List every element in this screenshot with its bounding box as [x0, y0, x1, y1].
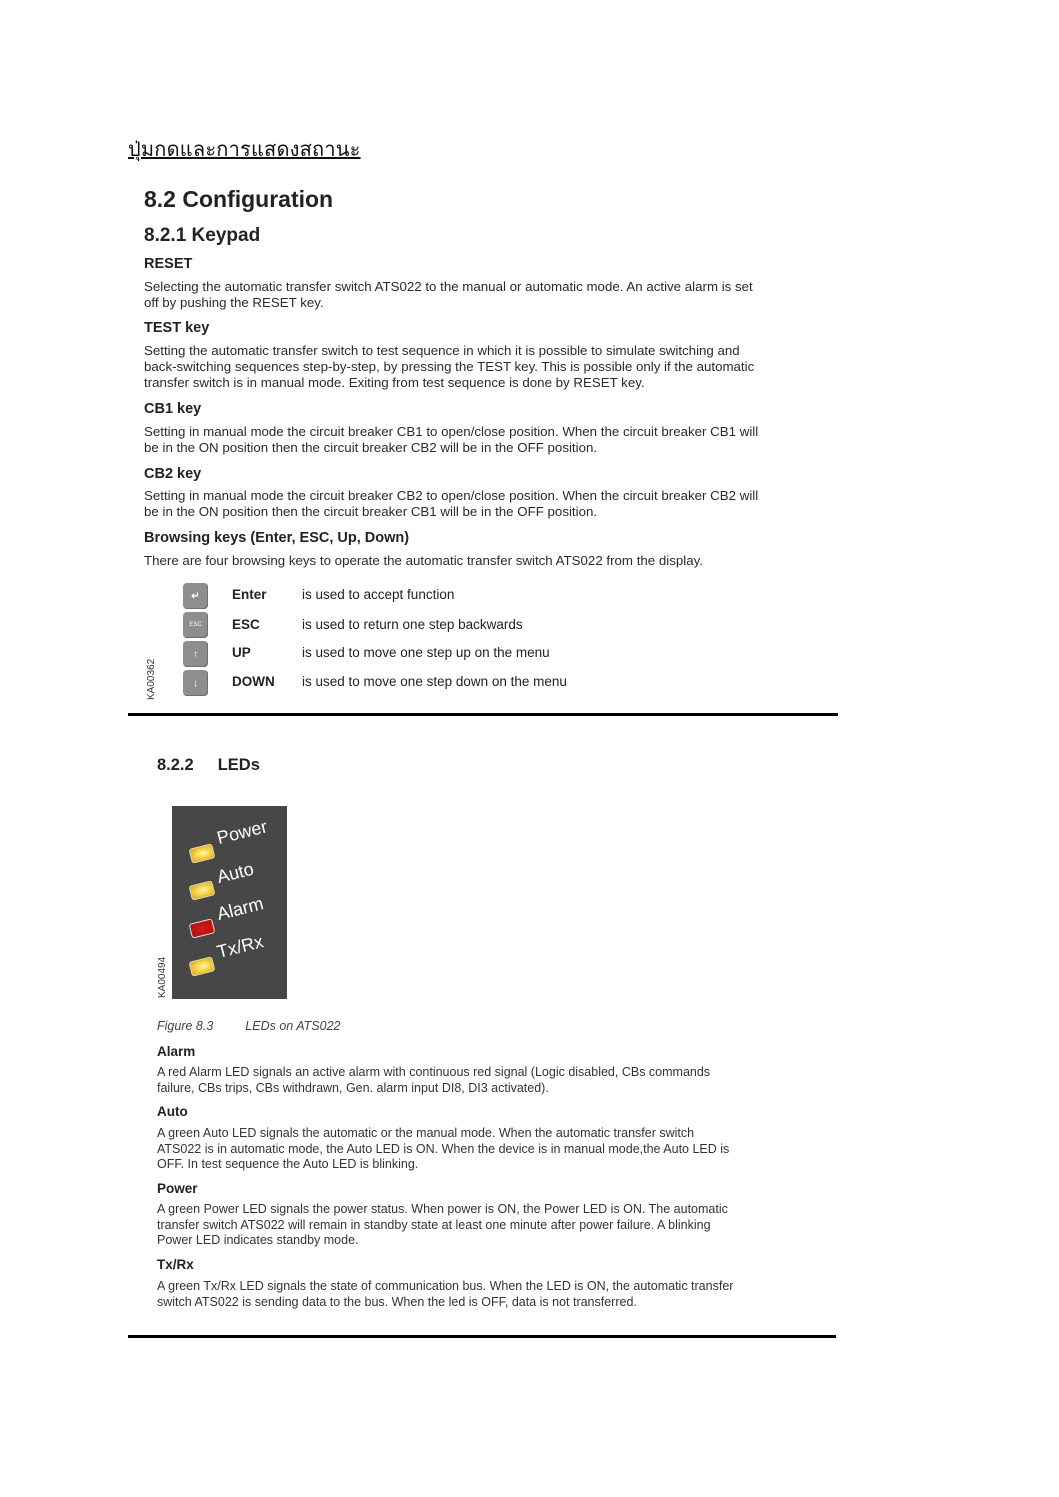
keypad-figure-id: KA00362: [146, 658, 157, 700]
key-name-up: UP: [232, 645, 251, 660]
leds-section-number: 8.2.2: [157, 756, 194, 774]
key-desc-esc: is used to return one step backwards: [302, 617, 523, 632]
bottom-divider: [128, 1335, 836, 1338]
cb2-key-heading: CB2 key: [144, 466, 202, 482]
alarm-description: [157, 1065, 797, 1096]
figure-caption: [157, 1019, 340, 1033]
power-description: [157, 1202, 797, 1249]
keypad-figure: [183, 583, 208, 699]
reset-description: [144, 279, 824, 311]
arrow-up-icon: ↑: [183, 641, 208, 667]
leds-title: [157, 756, 260, 775]
text-line: be in the ON position then the circuit breaker CB2 will be in the OFF position.: [144, 440, 598, 455]
cb1-key-heading: CB1 key: [144, 401, 202, 417]
txrx-description: [157, 1279, 797, 1310]
key-desc-enter: is used to accept function: [302, 587, 455, 602]
text-line: A red Alarm LED signals an active alarm with continuous red signal (Logic disabled, CBs commands: [157, 1065, 711, 1079]
figure-caption-text: LEDs on ATS022: [245, 1019, 341, 1033]
test-key-description: [144, 343, 824, 391]
text-line: A green Tx/Rx LED signals the state of communication bus. When the LED is ON, the automatic transfer: [157, 1279, 734, 1293]
text-line: A green Power LED signals the power status. When power is ON, the Power LED is ON. The automatic: [157, 1202, 728, 1216]
text-line: OFF. In test sequence the Auto LED is blinking.: [157, 1157, 419, 1171]
led-txrx-icon: [189, 956, 216, 976]
text-line: A green Auto LED signals the automatic or the manual mode. When the automatic transfer switch: [157, 1126, 695, 1140]
led-txrx-label: Tx/Rx: [214, 931, 266, 963]
led-auto-icon: [189, 880, 216, 900]
text-line: Power LED indicates standby mode.: [157, 1233, 359, 1247]
key-name-down: DOWN: [232, 674, 275, 689]
power-heading: Power: [157, 1181, 198, 1196]
reset-heading: RESET: [144, 256, 193, 272]
text-line: Selecting the automatic transfer switch ATS022 to the manual or automatic mode. An active alarm is set: [144, 279, 753, 294]
led-alarm-label: Alarm: [214, 893, 266, 925]
arrow-down-icon: ↓: [183, 670, 208, 696]
led-auto-label: Auto: [214, 858, 256, 888]
text-line: off by pushing the RESET key.: [144, 295, 324, 310]
auto-description: [157, 1126, 797, 1173]
text-line: failure, CBs trips, CBs withdrawn, Gen. alarm input DI8, DI3 activated).: [157, 1080, 549, 1095]
key-desc-up: is used to move one step up on the menu: [302, 645, 550, 660]
section-title: 8.2 Configuration: [144, 186, 334, 212]
text-line: back-switching sequences step-by-step, by pressing the TEST key. This is possible only if the automatic: [144, 359, 755, 374]
text-line: be in the ON position then the circuit breaker CB1 will be in the OFF position.: [144, 504, 598, 519]
browsing-keys-description: [144, 553, 824, 569]
key-desc-down: is used to move one step down on the menu: [302, 674, 567, 689]
text-line: Setting in manual mode the circuit breaker CB2 to open/close position. When the circuit breaker CB2 will: [144, 488, 759, 503]
esc-icon: ESC: [183, 612, 208, 638]
cb2-key-description: [144, 488, 824, 520]
leds-section-title: LEDs: [217, 756, 260, 774]
cb1-key-description: [144, 424, 824, 456]
alarm-heading: Alarm: [157, 1044, 196, 1059]
leds-figure-id: KA00494: [157, 956, 168, 998]
auto-heading: Auto: [157, 1104, 188, 1119]
figure-number: Figure 8.3: [157, 1019, 214, 1033]
text-line: Setting the automatic transfer switch to test sequence in which it is possible to simulate switching and: [144, 343, 740, 358]
enter-icon: ↵: [183, 583, 208, 609]
led-power-label: Power: [214, 816, 270, 849]
txrx-heading: Tx/Rx: [157, 1257, 194, 1272]
keypad-title: 8.2.1 Keypad: [144, 225, 261, 246]
browsing-keys-heading: Browsing keys (Enter, ESC, Up, Down): [144, 530, 410, 546]
led-panel-figure: [172, 806, 287, 999]
text-line: Setting in manual mode the circuit breaker CB1 to open/close position. When the circuit breaker CB1 will: [144, 424, 759, 439]
led-power-icon: [189, 843, 216, 863]
key-name-enter: Enter: [232, 587, 267, 602]
text-line: transfer switch is in manual mode. Exiting from test sequence is done by RESET key.: [144, 375, 645, 390]
page-title-thai: ปุ่มกดและการแสดงสถานะ: [128, 137, 361, 161]
text-line: switch ATS022 is sending data to the bus. When the led is OFF, data is not transferred.: [157, 1294, 637, 1309]
text-line: ATS022 is in automatic mode, the Auto LED is ON. When the device is in manual mode,the Auto LED is: [157, 1141, 730, 1156]
key-name-esc: ESC: [232, 617, 260, 632]
text-line: transfer switch ATS022 will remain in standby state at least one minute after power failure. A blinking: [157, 1217, 711, 1232]
led-alarm-icon: [189, 918, 216, 938]
test-key-heading: TEST key: [144, 320, 210, 336]
text-line: There are four browsing keys to operate the automatic transfer switch ATS022 from the display.: [144, 553, 703, 568]
section-divider: [128, 713, 838, 716]
